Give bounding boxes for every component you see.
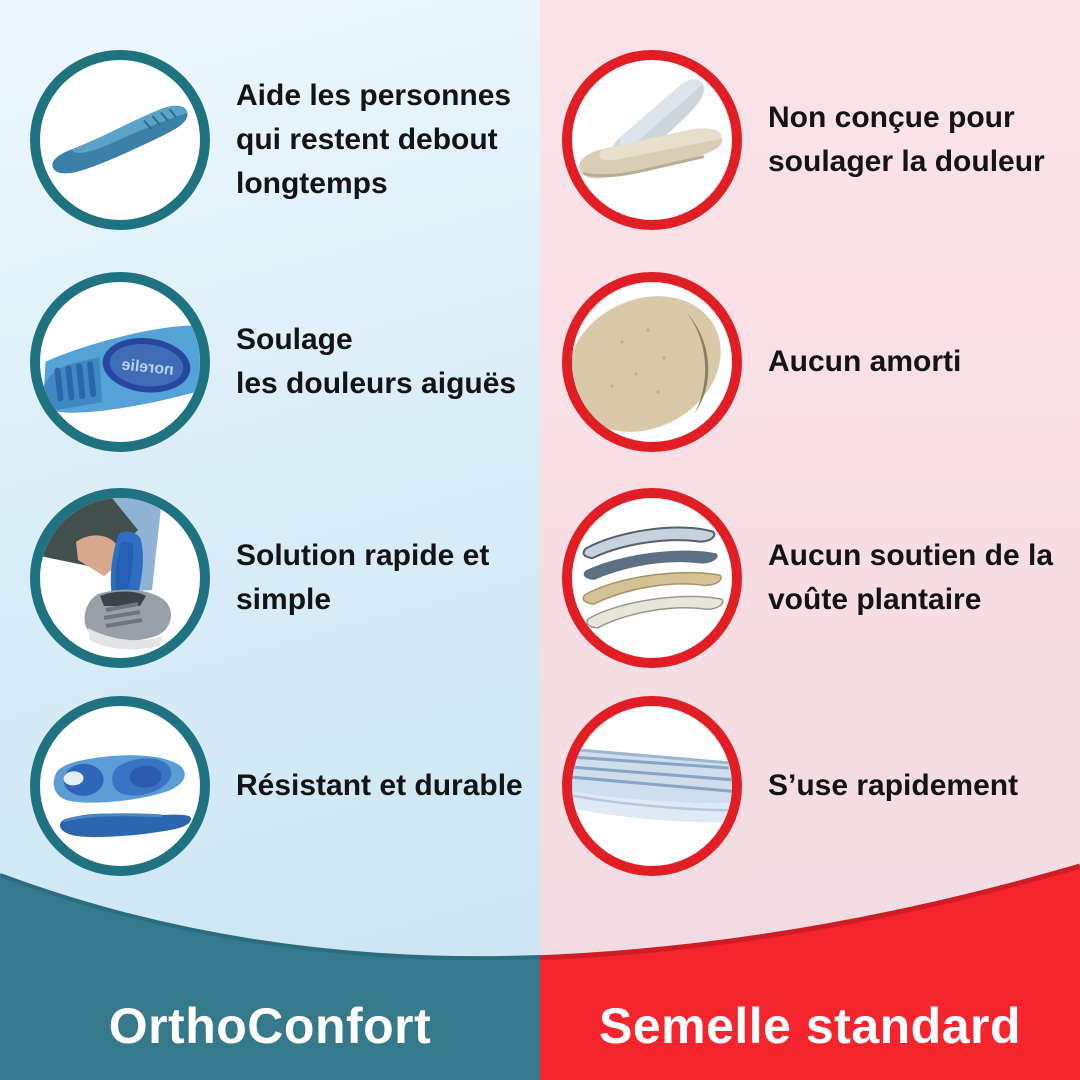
feature-line: voûte plantaire bbox=[768, 583, 982, 616]
feature-line: Soulage bbox=[236, 323, 353, 356]
feature-line: simple bbox=[236, 583, 332, 616]
brand-mark-mirrored: norelie bbox=[120, 356, 175, 379]
feature-line: Aide les personnes bbox=[236, 79, 512, 112]
right-product-name: Semelle standard bbox=[598, 998, 1022, 1054]
feature-line: les douleurs aiguës bbox=[236, 367, 517, 400]
feature-line: Aucun amorti bbox=[768, 345, 962, 378]
feature-line: Aucun soutien de la bbox=[768, 539, 1054, 572]
feature-line: soulager la douleur bbox=[768, 145, 1045, 178]
feature-line: Solution rapide et bbox=[236, 539, 490, 572]
feature-line: S’use rapidement bbox=[768, 769, 1019, 802]
feature-line: Non conçue pour bbox=[768, 101, 1015, 134]
feature-line: Résistant et durable bbox=[236, 769, 523, 802]
left-product-name: OrthoConfort bbox=[108, 998, 432, 1054]
feature-line: longtemps bbox=[236, 167, 388, 200]
feature-line: qui restent debout bbox=[236, 123, 498, 156]
